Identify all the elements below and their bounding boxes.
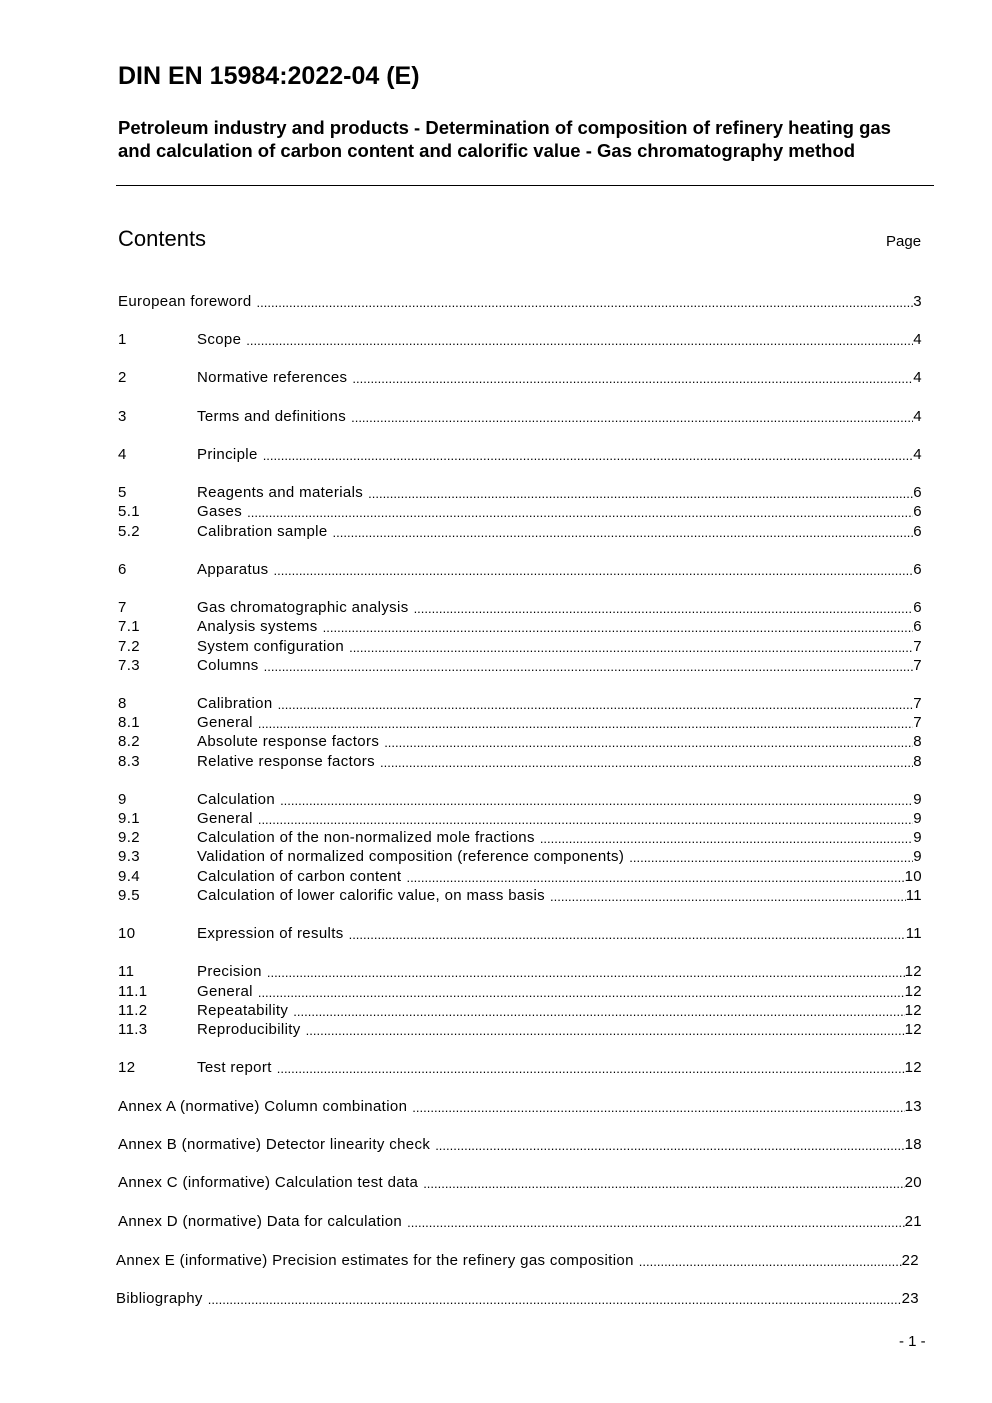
toc-entry[interactable]: [118, 845, 922, 865]
toc-entry-label: Bibliography: [116, 1290, 203, 1307]
toc-entry-number: 8.1: [118, 714, 140, 731]
toc-dot-leader: [253, 985, 905, 1000]
toc-entry-label: Calibration: [197, 695, 273, 712]
toc-entry-label: Reproducibility: [197, 1021, 301, 1038]
toc-entry[interactable]: [118, 1210, 922, 1230]
toc-entry-page: 9: [913, 829, 922, 846]
toc-dot-leader: [272, 1061, 905, 1076]
toc-dot-leader: [262, 965, 905, 980]
toc-entry[interactable]: [118, 443, 922, 463]
toc-dot-leader: [328, 525, 914, 540]
toc-entry[interactable]: [118, 1171, 922, 1191]
toc-entry-page: 8: [913, 753, 922, 770]
page-column-label: Page: [886, 233, 922, 250]
toc-entry-number: 9.3: [118, 848, 140, 865]
toc-entry-label: Gases: [197, 503, 243, 520]
toc-entry-number: 7.3: [118, 657, 140, 674]
toc-entry-page: 6: [913, 503, 922, 520]
toc-entry[interactable]: [118, 730, 922, 750]
toc-entry-label: Calculation of carbon content: [197, 868, 402, 885]
toc-entry[interactable]: [118, 750, 922, 770]
toc-entry-page: 20: [904, 1174, 922, 1191]
toc-entry[interactable]: [118, 366, 922, 386]
toc-entry-page: 4: [913, 408, 922, 425]
toc-dot-leader: [253, 812, 913, 827]
toc-entry[interactable]: [118, 520, 922, 540]
toc-entry-label: Calculation of lower calorific value, on mass basis: [197, 887, 545, 904]
toc-dot-leader: [344, 927, 906, 942]
toc-entry-page: 3: [913, 293, 922, 310]
toc-entry-page: 9: [913, 810, 922, 827]
toc-entry-page: 9: [913, 791, 922, 808]
toc-entry-number: 11.3: [118, 1021, 148, 1038]
toc-entry[interactable]: [118, 654, 922, 674]
toc-entry-number: 8.3: [118, 753, 140, 770]
toc-entry-number: 9: [118, 791, 127, 808]
toc-dot-leader: [346, 410, 913, 425]
toc-entry[interactable]: [118, 596, 922, 616]
toc-entry-label: Annex A (normative) Column combination: [118, 1098, 408, 1115]
toc-entry-page: 6: [913, 484, 922, 501]
toc-entry-number: 7: [118, 599, 127, 616]
toc-dot-leader: [301, 1023, 905, 1038]
toc-dot-leader: [535, 831, 913, 846]
toc-dot-leader: [407, 1100, 904, 1115]
toc-entry-number: 9.1: [118, 810, 140, 827]
toc-entry-page: 12: [904, 963, 922, 980]
toc-entry-label: European foreword: [118, 293, 252, 310]
toc-entry[interactable]: [118, 865, 922, 885]
toc-entry-number: 5.1: [118, 503, 140, 520]
toc-entry-page: 12: [904, 1021, 922, 1038]
toc-entry-label: Test report: [197, 1059, 272, 1076]
toc-entry-page: 12: [904, 983, 922, 1000]
toc-entry-number: 11.2: [118, 1002, 148, 1019]
toc-entry-number: 7.1: [118, 618, 140, 635]
toc-entry-page: 11: [905, 887, 922, 904]
toc-entry-number: 10: [118, 925, 136, 942]
toc-entry-label: Annex D (normative) Data for calculation: [118, 1213, 403, 1230]
toc-entry-page: 13: [904, 1098, 922, 1115]
toc-entry-label: General: [197, 810, 253, 827]
toc-dot-leader: [401, 870, 904, 885]
toc-entry-number: 11: [118, 963, 135, 980]
toc-entry-page: 18: [904, 1136, 922, 1153]
toc-entry[interactable]: [118, 922, 922, 942]
toc-dot-leader: [203, 1292, 902, 1307]
toc-entry-label: System configuration: [197, 638, 345, 655]
toc-entry[interactable]: [118, 980, 922, 1000]
toc-entry[interactable]: [118, 960, 922, 980]
toc-entry-label: Principle: [197, 446, 258, 463]
toc-dot-leader: [347, 371, 913, 386]
toc-dot-leader: [418, 1176, 904, 1191]
toc-dot-leader: [269, 563, 914, 578]
toc-entry[interactable]: [118, 481, 922, 501]
toc-entry-label: Apparatus: [197, 561, 269, 578]
toc-entry-number: 8: [118, 695, 127, 712]
toc-entry-label: Normative references: [197, 369, 348, 386]
toc-entry-label: Reagents and materials: [197, 484, 364, 501]
toc-entry-number: 5: [118, 484, 127, 501]
toc-entry-label: General: [197, 983, 253, 1000]
toc-entry-page: 6: [913, 599, 922, 616]
toc-dot-leader: [344, 640, 913, 655]
toc-entry-page: 4: [913, 446, 922, 463]
toc-entry-page: 6: [913, 561, 922, 578]
toc-entry-label: Gas chromatographic analysis: [197, 599, 409, 616]
toc-entry[interactable]: [116, 1287, 919, 1307]
toc-entry[interactable]: [118, 500, 922, 520]
document-title: Petroleum industry and products - Determination of composition of refinery heating gas and calculation of carbon content and calorific value - Gas chromatography method: [118, 117, 891, 161]
toc-entry-page: 4: [913, 369, 922, 386]
toc-entry-number: 1: [118, 331, 127, 348]
toc-entry-number: 9.4: [118, 868, 140, 885]
toc-entry-page: 6: [913, 523, 922, 540]
toc-dot-leader: [241, 333, 913, 348]
toc-entry-label: General: [197, 714, 253, 731]
toc-entry-page: 12: [904, 1002, 922, 1019]
toc-entry[interactable]: [118, 1133, 922, 1153]
toc-entry-label: Calibration sample: [197, 523, 328, 540]
toc-dot-leader: [545, 889, 906, 904]
toc-entry-page: 7: [913, 638, 922, 655]
toc-entry-page: 23: [901, 1290, 919, 1307]
toc-entry[interactable]: [118, 884, 922, 904]
toc-dot-leader: [402, 1215, 904, 1230]
toc-entry-label: Terms and definitions: [197, 408, 347, 425]
toc-dot-leader: [379, 735, 913, 750]
toc-entry-number: 9.5: [118, 887, 140, 904]
toc-entry[interactable]: [118, 1095, 922, 1115]
toc-entry-page: 7: [913, 657, 922, 674]
toc-entry-page: 10: [904, 868, 922, 885]
toc-entry[interactable]: [118, 635, 922, 655]
toc-entry-number: 2: [118, 369, 127, 386]
toc-entry[interactable]: [118, 328, 922, 348]
toc-dot-leader: [624, 850, 913, 865]
toc-entry-page: 21: [904, 1213, 922, 1230]
toc-entry-number: 3: [118, 408, 127, 425]
toc-entry-label: Repeatability: [197, 1002, 289, 1019]
toc-entry-label: Validation of normalized composition (reference components): [197, 848, 625, 865]
toc-dot-leader: [634, 1254, 902, 1269]
toc-entry-number: 12: [118, 1059, 136, 1076]
toc-entry[interactable]: [118, 290, 922, 310]
toc-dot-leader: [318, 620, 914, 635]
toc-entry-number: 5.2: [118, 523, 140, 540]
toc-entry[interactable]: [118, 788, 922, 808]
toc-entry-label: Expression of results: [197, 925, 344, 942]
document-id: DIN EN 15984:2022-04 (E): [118, 62, 420, 90]
toc-dot-leader: [258, 448, 914, 463]
toc-entry-number: 4: [118, 446, 127, 463]
toc-dot-leader: [253, 716, 913, 731]
toc-dot-leader: [375, 755, 913, 770]
toc-entry-label: Relative response factors: [197, 753, 375, 770]
toc-entry[interactable]: [118, 999, 922, 1019]
toc-entry-label: Precision: [197, 963, 262, 980]
toc-entry-page: 11: [905, 925, 922, 942]
toc-dot-leader: [242, 505, 913, 520]
toc-entry-page: 7: [913, 714, 922, 731]
toc-entry-page: 6: [913, 618, 922, 635]
toc-entry[interactable]: [118, 1056, 922, 1076]
toc-entry-label: Columns: [197, 657, 259, 674]
toc-entry[interactable]: [118, 558, 922, 578]
toc-entry-label: Annex C (informative) Calculation test data: [118, 1174, 419, 1191]
toc-entry-page: 22: [901, 1252, 919, 1269]
toc-dot-leader: [430, 1138, 904, 1153]
toc-entry-number: 9.2: [118, 829, 140, 846]
toc-entry-number: 7.2: [118, 638, 140, 655]
toc-entry-page: 7: [913, 695, 922, 712]
toc-entry-number: 11.1: [118, 983, 148, 1000]
toc-entry-page: 12: [904, 1059, 922, 1076]
toc-entry[interactable]: [118, 807, 922, 827]
toc-entry[interactable]: [118, 1018, 922, 1038]
toc-entry-label: Analysis systems: [197, 618, 318, 635]
toc-dot-leader: [259, 659, 914, 674]
toc-entry[interactable]: [118, 826, 922, 846]
toc-entry[interactable]: [118, 711, 922, 731]
toc-dot-leader: [288, 1004, 904, 1019]
toc-entry-label: Absolute response factors: [197, 733, 380, 750]
toc-entry[interactable]: [118, 405, 922, 425]
toc-entry-label: Annex E (informative) Precision estimates for the refinery gas composition: [116, 1252, 634, 1269]
toc-entry-label: Scope: [197, 331, 242, 348]
toc-entry-label: Calculation of the non-normalized mole fractions: [197, 829, 535, 846]
toc-entry-number: 8.2: [118, 733, 140, 750]
toc-entry[interactable]: [116, 1249, 919, 1269]
toc-entry-label: Calculation: [197, 791, 276, 808]
toc-entry-page: 9: [913, 848, 922, 865]
toc-dot-leader: [363, 486, 913, 501]
page-number: - 1 -: [899, 1333, 926, 1350]
toc-dot-leader: [275, 793, 913, 808]
toc-entry-page: 8: [913, 733, 922, 750]
toc-dot-leader: [273, 697, 914, 712]
contents-heading: Contents: [118, 226, 207, 251]
toc-entry[interactable]: [118, 692, 922, 712]
toc-dot-leader: [409, 601, 914, 616]
toc-entry-number: 6: [118, 561, 127, 578]
toc-entry-page: 4: [913, 331, 922, 348]
toc-entry-label: Annex B (normative) Detector linearity check: [118, 1136, 431, 1153]
toc-entry[interactable]: [118, 615, 922, 635]
toc-dot-leader: [252, 295, 914, 310]
